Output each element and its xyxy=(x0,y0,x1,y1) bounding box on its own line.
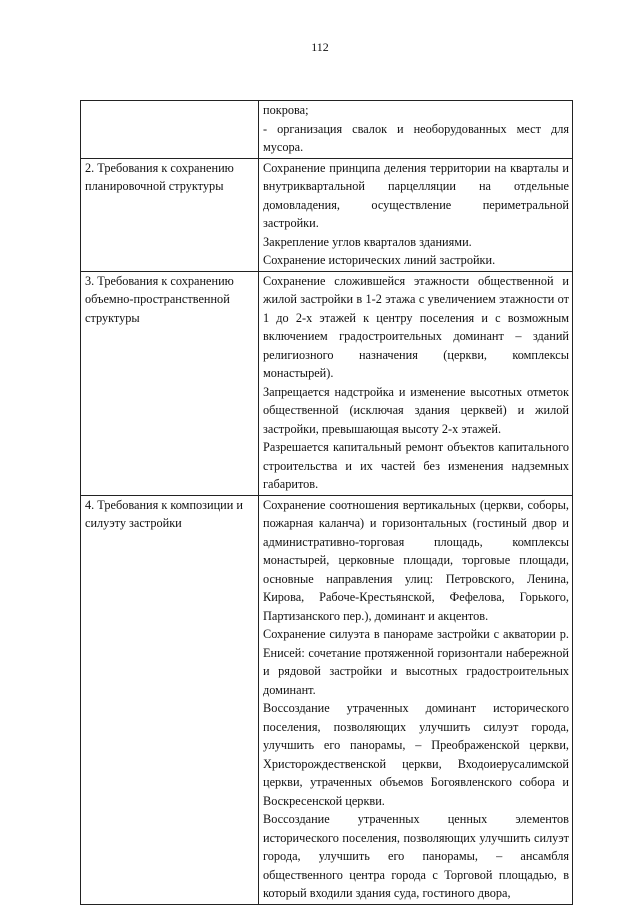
requirement-cell: 4. Требования к композиции и силуэту застройки xyxy=(81,495,259,904)
description-cell xyxy=(259,158,573,271)
description-paragraph: Сохранение силуэта в панораме застройки с акватории р. Енисей: сочетание протяженной горизонтали набережной и рядовой застройки и высотных градостроительных доминант. xyxy=(263,627,569,697)
requirements-table xyxy=(80,100,573,905)
description-cell xyxy=(259,495,573,904)
description-paragraph: Сохранение соотношения вертикальных (церкви, соборы, пожарная каланча) и горизонтальных (гостиный двор и административно-торговая площадь, комплексы монастырей, церковные площади, торговые площади, основные направления улиц: Петровского, Ленина, Кирова, Рабоче-Крестьянской, Фефелова, Горького, Партизанского пер.), доминант и акцентов. xyxy=(263,497,569,623)
description-paragraph: покрова; xyxy=(263,103,309,117)
table-row xyxy=(81,101,573,159)
table-row xyxy=(81,271,573,495)
page-number: 112 xyxy=(311,40,329,54)
description-paragraph: Сохранение сложившейся этажности общественной и жилой застройки в 1-2 этажа с увеличением этажности от 1 до 2-х этажей к центру поселения и с возможным включением градостроительных доминант – зданий религиозного назначения (церкви, комплексы монастырей). xyxy=(263,273,569,380)
description-paragraph: Разрешается капитальный ремонт объектов капитального строительства и их частей без изменения надземных габаритов. xyxy=(263,440,569,491)
requirement-cell: 2. Требования к сохранению планировочной структуры xyxy=(81,158,259,271)
description-cell xyxy=(259,101,573,159)
table-row xyxy=(81,495,573,904)
description-paragraph: Воссоздание утраченных доминант исторического поселения, позволяющих улучшить силуэт города, улучшить его панорамы, – Преображенской церкви, Христорождественской церкви, Входоиерусалимской церкви, утраченных объемов Богоявленского собора и Воскресенской церкви. xyxy=(263,701,569,808)
description-paragraph: - организация свалок и необорудованных мест для мусора. xyxy=(263,121,569,154)
requirement-cell: 3. Требования к сохранению объемно-пространственной структуры xyxy=(81,271,259,495)
description-paragraph: Сохранение принципа деления территории на кварталы и внутриквартальной парцелляции на отдельные домовладения, осуществление периметральной застройки. xyxy=(263,160,569,230)
table-row xyxy=(81,158,573,271)
description-paragraph: Запрещается надстройка и изменение высотных отметок общественной (исключая здания церквей) и жилой застройки, превышающая высоту 2-х этажей. xyxy=(263,384,569,436)
requirement-cell xyxy=(81,101,259,159)
description-paragraph: Сохранение исторических линий застройки. xyxy=(263,253,496,267)
description-paragraph: Воссоздание утраченных ценных элементов исторического поселения, позволяющих улучшить силуэт города, улучшить его панорамы, – ансамбля общественного центра города с Торговой площадью, в который входили здания суда, гостиного двора, xyxy=(263,812,569,900)
description-cell xyxy=(259,271,573,495)
description-paragraph: Закрепление углов кварталов зданиями. xyxy=(263,234,472,249)
